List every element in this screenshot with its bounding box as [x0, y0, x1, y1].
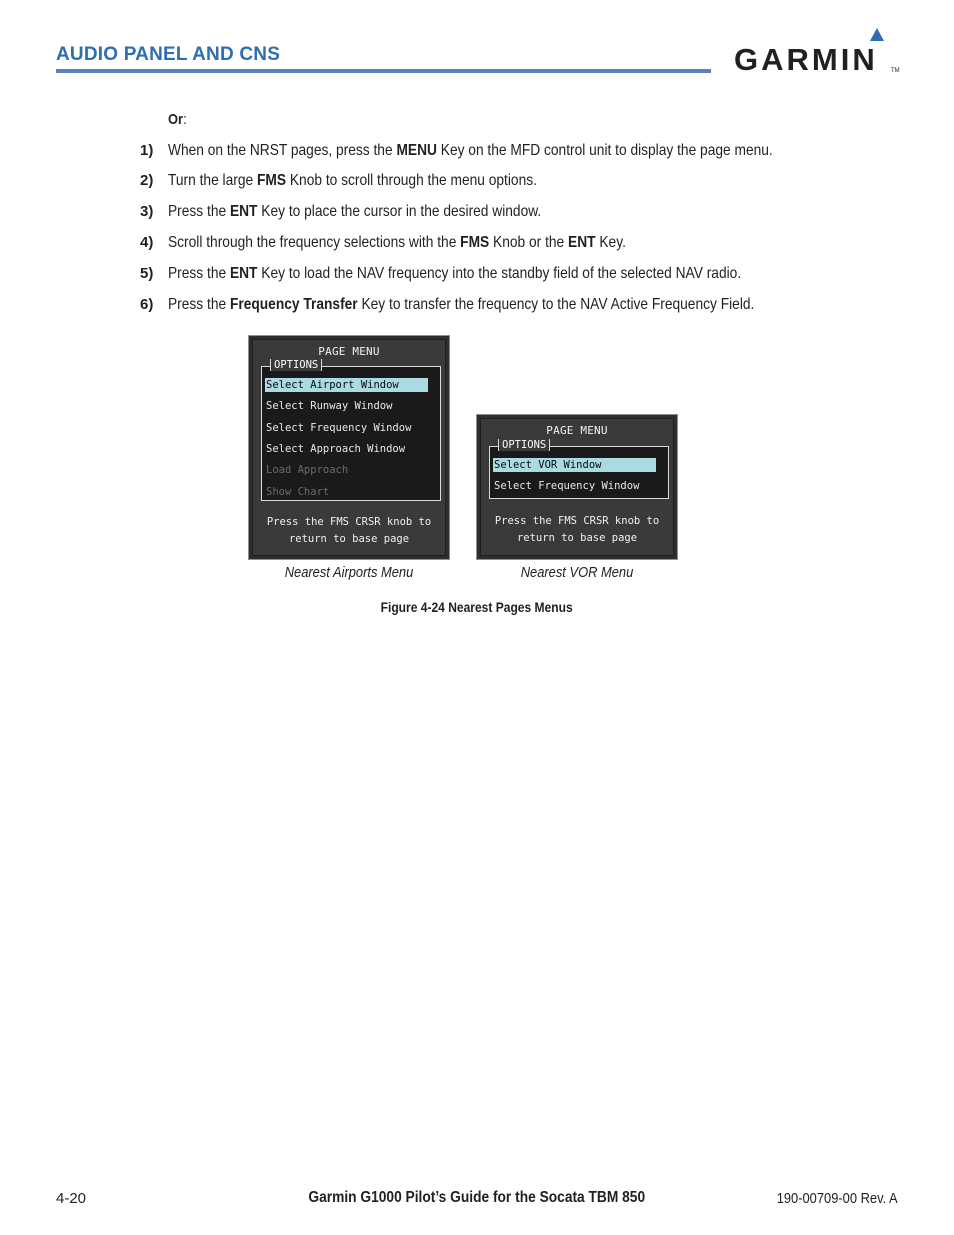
or-label: Or:	[168, 111, 187, 128]
step-2: 2) Turn the large FMS Knob to scroll through the menu options.	[140, 172, 537, 189]
garmin-logo	[734, 24, 900, 76]
garmin-tm-mark: TM	[891, 68, 900, 74]
guide-title: Garmin G1000 Pilot’s Guide for the Socata TBM 850	[308, 1189, 646, 1206]
step-6: 6) Press the Frequency Transfer Key to transfer the frequency to the NAV Active Frequency Field.	[140, 296, 755, 313]
nearest-vor-menu-screenshot	[476, 414, 678, 560]
page-number: 4-20	[56, 1190, 87, 1207]
menu-item-select-approach-window[interactable]: Select Approach Window	[266, 443, 406, 455]
garmin-logo-text: GARMIN	[734, 42, 878, 76]
page-menu-title: PAGE MENU	[546, 424, 608, 437]
step-number: 4)	[140, 234, 154, 251]
menu-item-select-airport-window[interactable]: Select Airport Window	[265, 378, 428, 392]
key-name: ENT	[229, 203, 258, 220]
menu-hint-text: Press the FMS CRSR knob to return to base page	[266, 516, 432, 545]
options-label: OPTIONS	[498, 439, 550, 451]
step-number: 5)	[140, 265, 154, 282]
step-1: 1) When on the NRST pages, press the MENU Key on the MFD control unit to display the page menu.	[140, 142, 773, 159]
vor-menu-caption: Nearest VOR Menu	[520, 564, 634, 581]
key-name: FMS	[460, 234, 490, 251]
key-name: MENU	[396, 142, 437, 159]
step-number: 2)	[140, 172, 154, 189]
header-divider	[56, 69, 711, 73]
menu-hint-text: Press the FMS CRSR knob to return to base page	[494, 515, 660, 544]
menu-item-select-runway-window[interactable]: Select Runway Window	[266, 400, 393, 412]
options-label: OPTIONS	[270, 359, 322, 371]
key-name: FMS	[256, 172, 287, 189]
step-number: 6)	[140, 296, 154, 313]
step-4: 4) Scroll through the frequency selections with the FMS Knob or the ENT Key.	[140, 234, 626, 251]
step-3: 3) Press the ENT Key to place the cursor in the desired window.	[140, 203, 542, 220]
step-5: 5) Press the ENT Key to load the NAV frequency into the standby field of the selected NAV radio.	[140, 265, 742, 282]
page-menu-title: PAGE MENU	[318, 345, 380, 358]
step-number: 1)	[140, 142, 154, 159]
menu-item-select-vor-window[interactable]: Select VOR Window	[493, 458, 656, 472]
menu-item-select-frequency-window[interactable]: Select Frequency Window	[494, 480, 640, 492]
menu-item-select-frequency-window[interactable]: Select Frequency Window	[266, 422, 412, 434]
options-box	[489, 439, 669, 499]
key-name: ENT	[568, 234, 596, 251]
menu-item-show-chart: Show Chart	[266, 486, 330, 498]
options-box	[261, 359, 441, 501]
key-name: Frequency Transfer	[229, 296, 358, 313]
step-number: 3)	[140, 203, 154, 220]
section-title: AUDIO PANEL AND CNS	[56, 44, 281, 65]
garmin-delta-icon	[870, 28, 884, 41]
figure-caption: Figure 4-24 Nearest Pages Menus	[380, 599, 574, 615]
document-number: 190-00709-00 Rev. A	[777, 1190, 898, 1207]
menu-item-load-approach: Load Approach	[266, 464, 349, 476]
nearest-airports-menu-screenshot	[248, 335, 450, 560]
key-name: ENT	[229, 265, 258, 282]
airports-menu-caption: Nearest Airports Menu	[284, 564, 414, 581]
